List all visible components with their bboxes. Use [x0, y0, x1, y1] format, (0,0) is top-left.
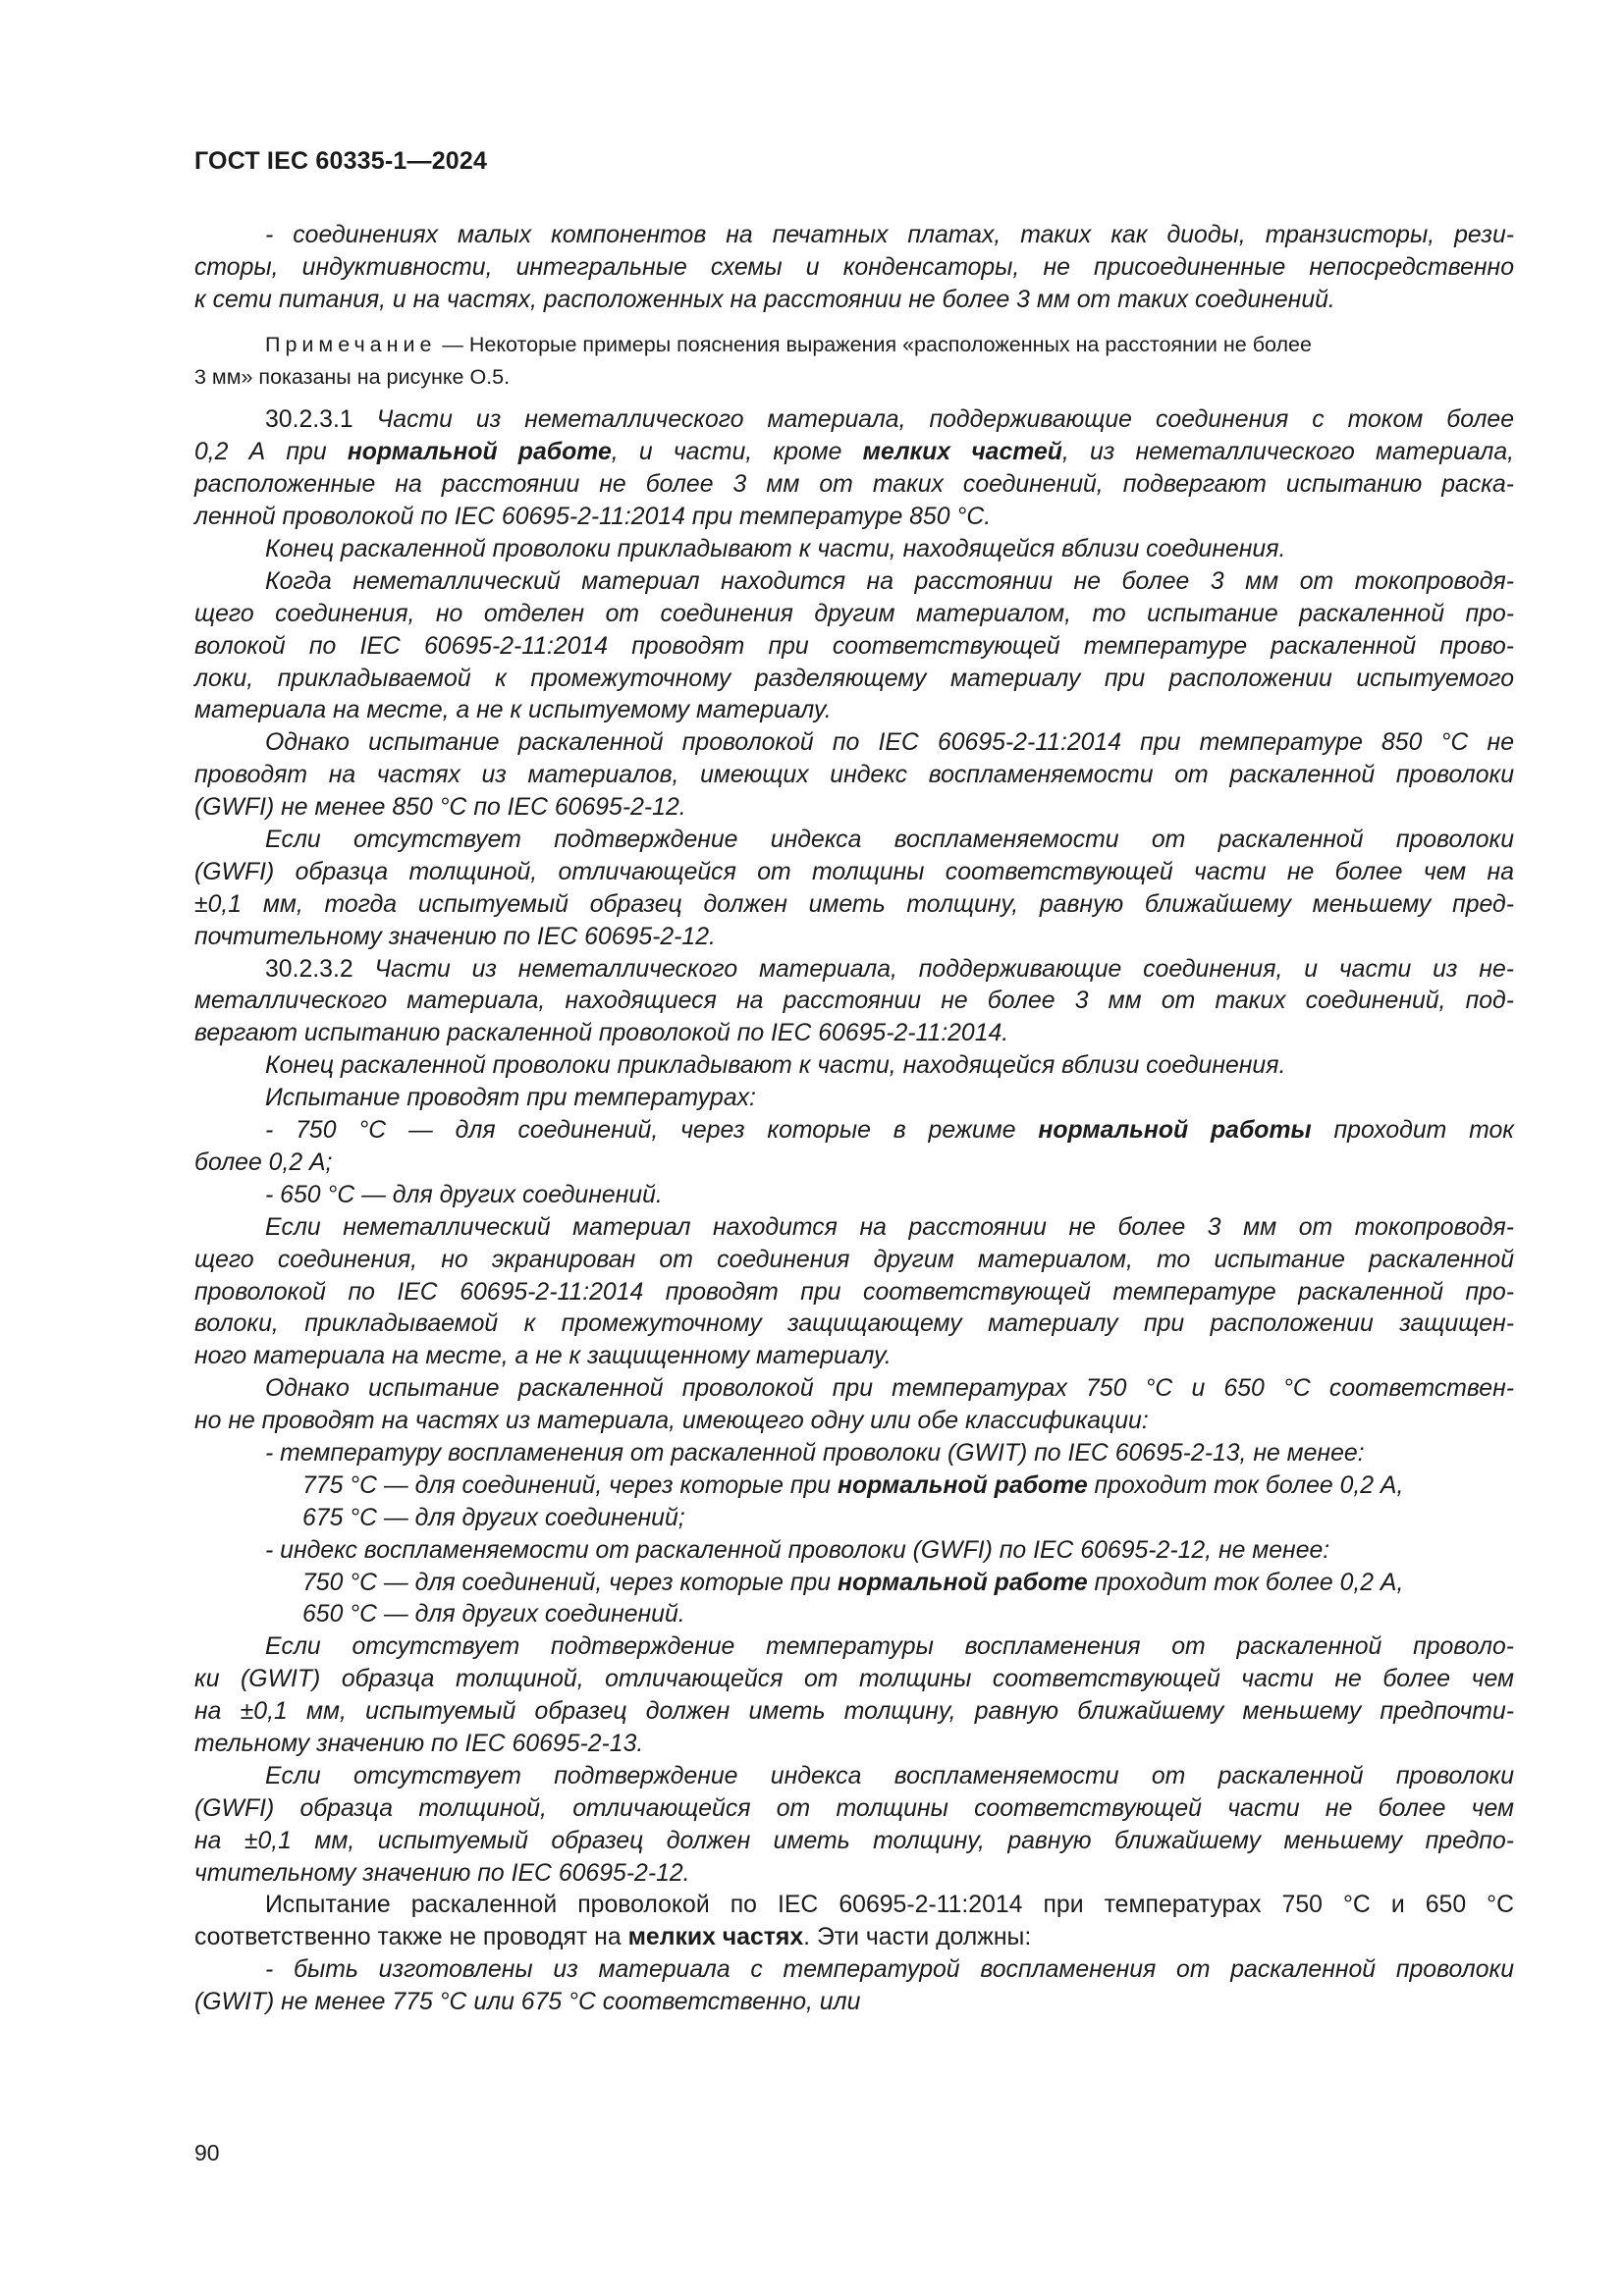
term-small-parts: мелких частях — [627, 1924, 804, 1951]
text-line: почтительному значению по IEC 60695-2-12. — [194, 923, 716, 950]
note-line: 3 мм» показаны на рисунке О.5. — [194, 364, 511, 389]
term-normal-operation: нормальной работе — [347, 439, 612, 466]
text-line: Конец раскаленной проволоки прикладывают к части, находящейся вблизи соединения. — [265, 536, 1286, 563]
text-line: к сети питания, и на частях, расположенных на расстоянии не более 3 мм от таких соединений. — [194, 286, 1335, 313]
text-line: вергают испытанию раскаленной проволокой по IEC 60695-2-11:2014. — [194, 1020, 1009, 1047]
term-normal-operation: нормальной работы — [1038, 1117, 1312, 1145]
text-line: Однако испытание раскаленной проволокой по IEC 60695-2-11:2014 при температуре 850 °С не — [265, 729, 1514, 757]
text-line: (GWFI) образца толщиной, отличающейся от толщины соответствующей части не более чем — [194, 1794, 1514, 1822]
text-line: (GWFI) образца толщиной, отличающейся от толщины соответствующей части не более чем на — [194, 858, 1514, 885]
text-line: ного материала на месте, а не к защищенному материалу. — [194, 1343, 892, 1370]
text-line: Испытание проводят при температурах: — [265, 1085, 756, 1112]
text-line: на ±0,1 мм, испытуемый образец должен иметь толщину, равную ближайшему меньшему предпо- — [194, 1827, 1514, 1854]
text-line: более 0,2 А; — [194, 1148, 333, 1176]
text-line: щего соединения, но экранирован от соединения другим материалом, то испытание раскаленной — [194, 1246, 1514, 1273]
text-line: Испытание раскаленной проволокой по IEC 60695-2-11:2014 при температурах 750 °С и 650 °С — [265, 1892, 1514, 1919]
text-line: ки (GWIT) образца толщиной, отличающейся от толщины соответствующей части не более чем — [194, 1666, 1514, 1693]
term-normal-operation: нормальной работе — [837, 1471, 1088, 1499]
list-item: - температуру воспламенения от раскаленной проволоки (GWIT) по IEC 60695-2-13, не менее: — [265, 1439, 1365, 1467]
document-body — [194, 220, 1514, 2019]
text-line: 0,2 А при нормальной работе, и части, кроме мелких частей, из неметаллического материала, — [194, 439, 1515, 466]
text-line: ±0,1 мм, тогда испытуемый образец должен иметь толщину, равную ближайшему меньшему пред- — [194, 890, 1514, 918]
text-line: Если отсутствует подтверждение индекса воспламеняемости от раскаленной проволоки — [265, 1762, 1514, 1789]
list-item: - индекс воспламеняемости от раскаленной проволоки (GWFI) по IEC 60695-2-12, не менее: — [265, 1536, 1330, 1564]
sub-list-item: 650 °С — для других соединений. — [302, 1601, 685, 1629]
text-line: чтительному значению по IEC 60695-2-12. — [194, 1859, 690, 1887]
text-line: Конец раскаленной проволоки прикладывают к части, находящейся вблизи соединения. — [265, 1052, 1286, 1080]
term-normal-operation: нормальной работе — [837, 1569, 1088, 1596]
text-line: (GWIT) не менее 775 °С или 675 °С соответственно, или — [194, 1989, 861, 2016]
text-line: Однако испытание раскаленной проволокой при температурах 750 °С и 650 °С соответствен- — [265, 1375, 1514, 1403]
text-line: соответственно также не проводят на мелких частях. Эти части должны: — [194, 1924, 1032, 1951]
sub-list-item: 675 °С — для других соединений; — [302, 1504, 685, 1531]
sub-list-item: 750 °С — для соединений, через которые при нормальной работе проходит ток более 0,2 А, — [302, 1569, 1404, 1596]
note-line: Примечание — Некоторые примеры пояснения выражения «расположенных на расстоянии не более — [265, 332, 1312, 356]
text-line: волоки, прикладываемой к промежуточному защищающему материалу при расположении защищен- — [194, 1310, 1514, 1338]
sub-list-item: 775 °С — для соединений, через которые при нормальной работе проходит ток более 0,2 А, — [302, 1471, 1404, 1499]
text-line: волокой по IEC 60695-2-11:2014 проводят при соответствующей температуре раскаленной прово- — [194, 632, 1514, 660]
text-line: - соединениях малых компонентов на печатных платах, таких как диоды, транзисторы, рези- — [265, 222, 1514, 248]
text-line: расположенные на расстоянии не более 3 мм от таких соединений, подвергают испытанию раска- — [194, 471, 1514, 499]
clause-number: 30.2.3.1 — [265, 406, 377, 434]
text-line: тельному значению по IEC 60695-2-13. — [194, 1730, 644, 1757]
list-item: - быть изготовлены из материала с температурой воспламенения от раскаленной проволоки — [265, 1956, 1514, 1984]
text-line: Если неметаллический материал находится на расстоянии не более 3 мм от токопроводя- — [265, 1213, 1514, 1241]
note-label: Примечание — [265, 332, 437, 356]
text-line: сторы, индуктивности, интегральные схемы и конденсаторы, не присоединенные непосредственно — [194, 253, 1514, 281]
text-line: но не проводят на частях из материала, имеющего одну или обе классификации: — [194, 1408, 1149, 1435]
clause-30-2-3-2: 30.2.3.2 Части из неметаллического материала, поддерживающие соединения, и части из не- — [265, 955, 1514, 983]
clause-30-2-3-1: 30.2.3.1 Части из неметаллического материала, поддерживающие соединения с током более — [265, 406, 1515, 434]
list-item: - 750 °С — для соединений, через которые в режиме нормальной работы проходит ток — [265, 1117, 1515, 1145]
term-small-parts: мелких частей — [862, 439, 1062, 466]
text-line: проволокой по IEC 60695-2-11:2014 проводят при соответствующей температуре раскаленной про- — [194, 1278, 1514, 1306]
standard-header: ГОСТ IEC 60335-1—2024 — [194, 147, 488, 175]
text-line: на ±0,1 мм, испытуемый образец должен иметь толщину, равную ближайшему меньшему предпочти- — [194, 1698, 1514, 1726]
text-line: проводят на частях из материалов, имеющих индекс воспламеняемости от раскаленной проволоки — [194, 762, 1514, 789]
page-number: 90 — [194, 2140, 220, 2165]
text-line: щего соединения, но отделен от соединения другим материалом, то испытание раскаленной про- — [194, 600, 1514, 627]
text-line: (GWFI) не менее 850 °С по IEC 60695-2-12. — [194, 794, 686, 822]
text-line: Если отсутствует подтверждение индекса воспламеняемости от раскаленной проволоки — [265, 827, 1514, 854]
text-line: локи, прикладываемой к промежуточному разделяющему материалу при расположении испытуемого — [194, 665, 1514, 692]
text-line: Когда неметаллический материал находится на расстоянии не более 3 мм от токопроводя- — [265, 567, 1514, 595]
text-line: материала на месте, а не к испытуемому материалу. — [194, 697, 832, 724]
list-item: - 650 °С — для других соединений. — [265, 1181, 663, 1208]
clause-number: 30.2.3.2 — [265, 955, 375, 983]
text-line: Если отсутствует подтверждение температуры воспламенения от раскаленной проволо- — [265, 1633, 1514, 1661]
text-line: ленной проволокой по IEC 60695-2-11:2014 при температуре 850 °С. — [194, 504, 992, 531]
text-line: металлического материала, находящиеся на расстоянии не более 3 мм от таких соединений, под- — [194, 988, 1514, 1015]
